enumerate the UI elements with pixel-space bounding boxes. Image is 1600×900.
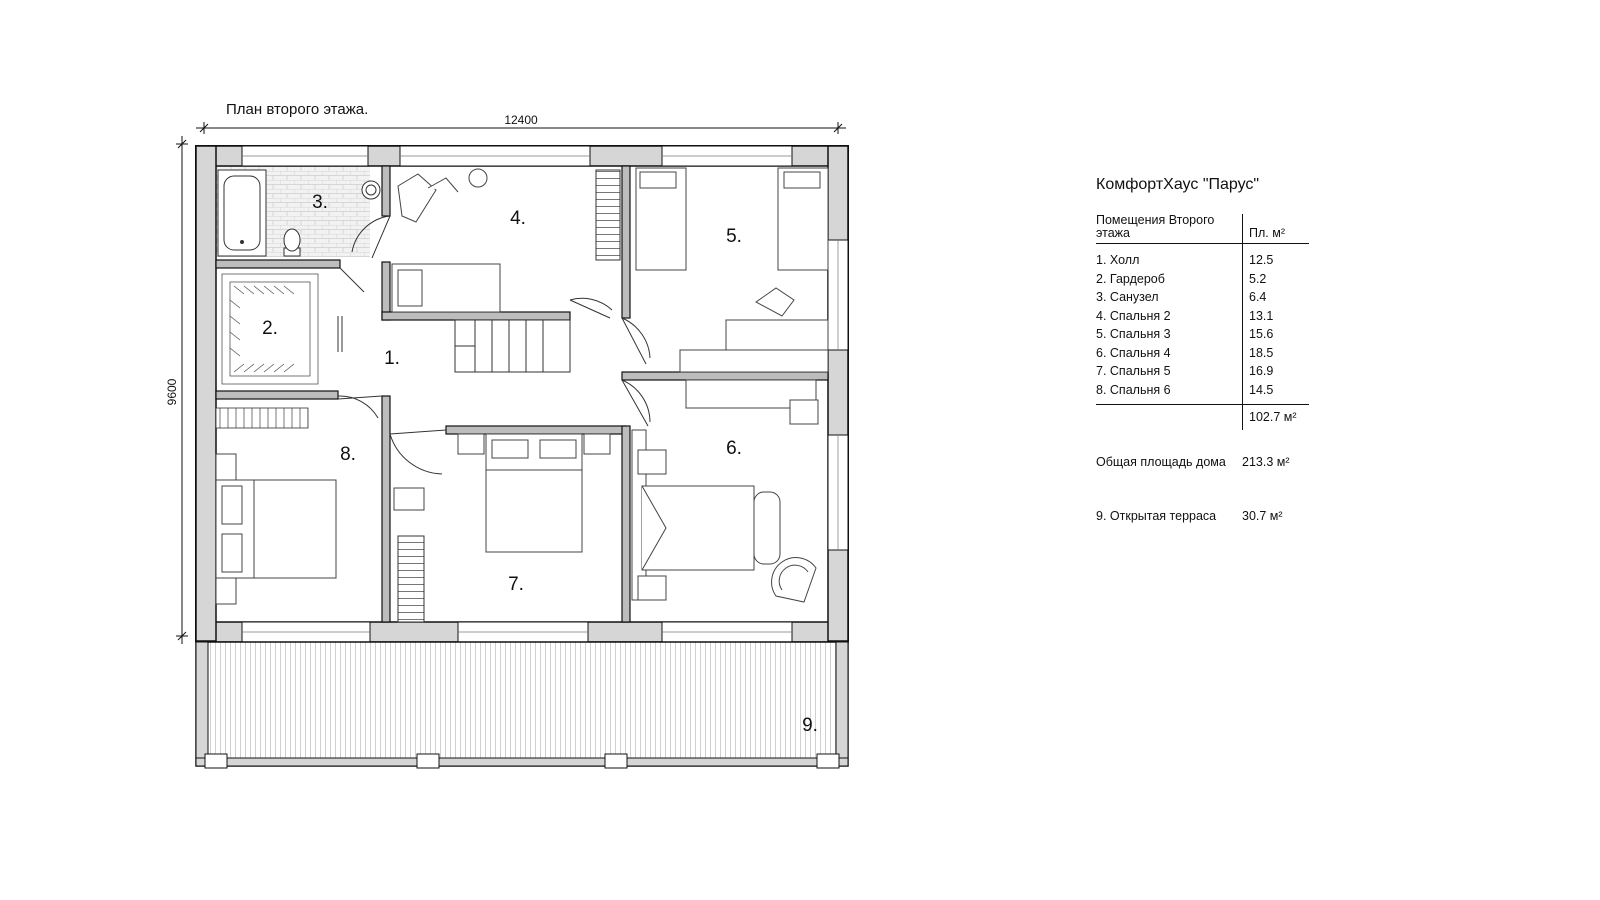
plan-title: План второго этажа. (226, 101, 369, 118)
wardrobe-fixtures (216, 274, 318, 428)
room-name: 1. Холл (1096, 253, 1140, 267)
room-area: 12.5 (1243, 251, 1310, 270)
room-name: 3. Санузел (1096, 290, 1159, 304)
bedroom3-furniture (636, 168, 828, 372)
project-title: КомфортХаус "Парус" (1096, 176, 1260, 193)
room-area: 15.6 (1243, 325, 1310, 344)
table-row (1096, 270, 1309, 289)
area-table-header (1096, 214, 1309, 244)
total-area-value: 213.3 м² (1242, 455, 1290, 469)
room-area: 6.4 (1243, 288, 1310, 307)
room-area: 14.5 (1243, 381, 1310, 405)
room-area: 18.5 (1243, 344, 1310, 363)
bedroom5-furniture (394, 434, 610, 622)
total-area-label: Общая площадь дома (1096, 455, 1226, 469)
subtotal-row (1096, 405, 1309, 431)
terrace-area-label: 9. Открытая терраса (1096, 508, 1217, 523)
bedroom6-furniture (216, 454, 336, 604)
table-row (1096, 344, 1309, 363)
room-label-bedroom2: 4. (510, 208, 526, 229)
bedroom4-furniture (632, 380, 818, 602)
table-row (1096, 307, 1309, 326)
header-rooms: Помещения Второго этажа (1096, 214, 1243, 244)
room-name: 4. Спальня 2 (1096, 308, 1171, 323)
room-area: 13.1 (1243, 307, 1310, 326)
terrace-area (1096, 509, 1396, 523)
width-dimension-label: 12400 (504, 113, 538, 127)
room-label-bathroom: 3. (312, 192, 328, 213)
room-name: 6. Спальня 4 (1096, 345, 1171, 360)
room-name: 8. Спальня 6 (1096, 382, 1171, 397)
table-row (1096, 251, 1309, 270)
room-area: 5.2 (1243, 270, 1310, 289)
room-label-hall: 1. (384, 348, 400, 369)
staircase (455, 320, 570, 372)
table-row (1096, 325, 1309, 344)
room-label-bedroom4: 6. (726, 438, 742, 459)
room-name: 5. Спальня 3 (1096, 327, 1171, 341)
table-row (1096, 288, 1309, 307)
room-label-bedroom3: 5. (726, 226, 742, 247)
room-label-terrace: 9. (802, 715, 818, 736)
area-table (1096, 214, 1309, 430)
total-area (1096, 456, 1396, 469)
room-label-wardrobe: 2. (262, 318, 278, 339)
terrace-area-value: 30.7 м² (1242, 508, 1283, 523)
room-label-bedroom6: 8. (340, 444, 356, 465)
table-row (1096, 381, 1309, 405)
subtotal-value: 102.7 м² (1243, 405, 1310, 431)
room-name: 7. Спальня 5 (1096, 364, 1171, 378)
table-row (1096, 362, 1309, 381)
terrace (196, 642, 848, 768)
room-name: 2. Гардероб (1096, 271, 1165, 286)
height-dimension-label: 9600 (165, 378, 179, 406)
room-label-bedroom5: 7. (508, 574, 524, 595)
area-legend (1096, 176, 1396, 523)
room-area: 16.9 (1243, 362, 1310, 381)
header-area: Пл. м² (1243, 214, 1310, 244)
bedroom2-furniture (392, 169, 620, 312)
